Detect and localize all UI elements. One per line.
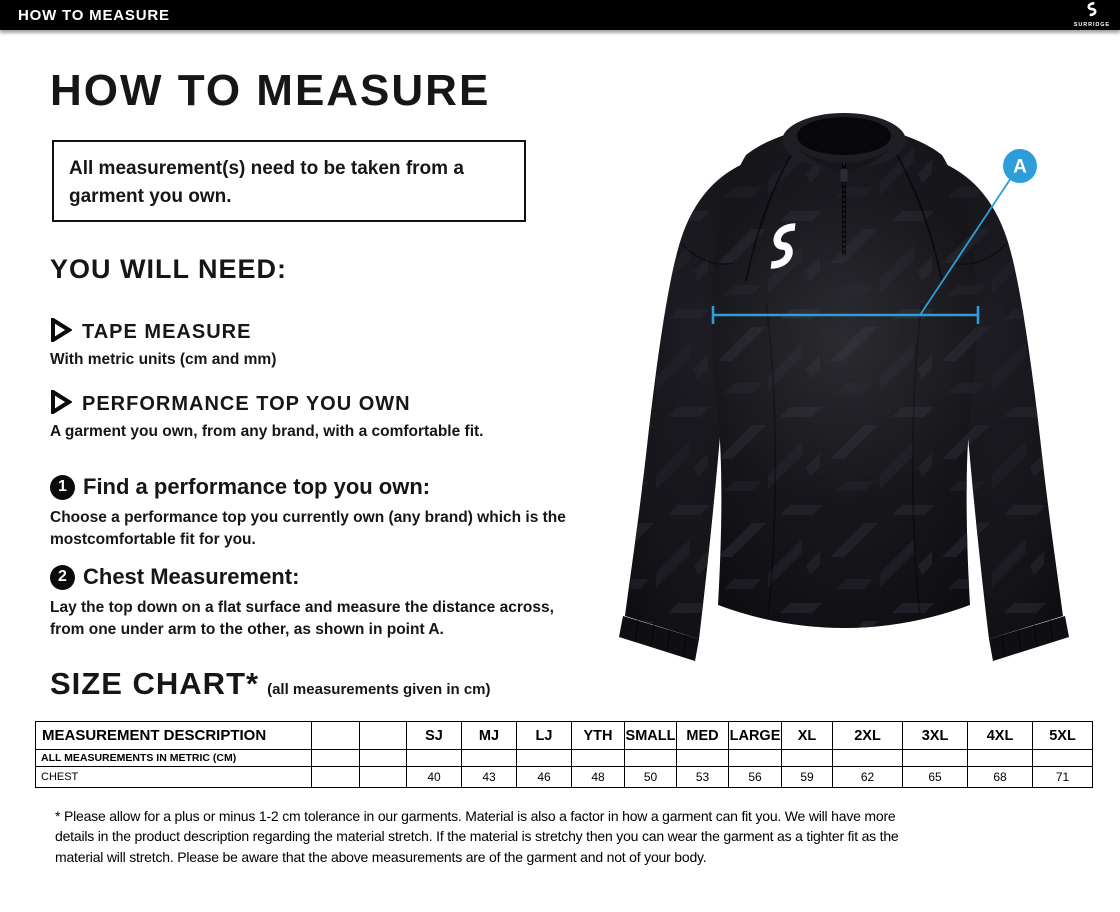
footnote: * Please allow for a plus or minus 1-2 cm tolerance in our garments. Material is also a factor in how a garment can fit you. We will have more details in the product description regarding the material stretch. If the material is stretchy then you can wear the garment as a tighter fit as the material will stretch. Please be aware that the above measurements are of the garment and not of your body. <box>55 808 899 865</box>
you-will-need-heading: YOU WILL NEED: <box>50 254 288 284</box>
size-chart-subheading: (all measurements given in cm) <box>267 681 491 698</box>
step-body: Choose a performance top you currently own (any brand) which is the mostcomfortable fit for you. <box>50 509 566 548</box>
table-cell <box>729 750 782 767</box>
chest-row <box>36 767 1093 788</box>
need-item-performance-top <box>50 390 483 441</box>
table-cell <box>312 750 360 767</box>
size-col-header: LARGE <box>729 722 782 750</box>
chest-value-cell: 56 <box>729 767 782 788</box>
size-chart-title: SIZE CHART* <box>50 666 260 701</box>
page-title: HOW TO MEASURE <box>50 66 491 115</box>
triangle-bullet-icon <box>50 318 72 347</box>
size-col-header: 3XL <box>903 722 968 750</box>
metric-row-label: ALL MEASUREMENTS IN METRIC (CM) <box>36 750 312 767</box>
size-col-header: 4XL <box>968 722 1033 750</box>
size-col-header: SJ <box>407 722 462 750</box>
table-cell <box>968 750 1033 767</box>
metric-units-row <box>36 750 1093 767</box>
table-cell <box>833 750 903 767</box>
size-col-header: 2XL <box>833 722 903 750</box>
empty-header-cell <box>360 722 407 750</box>
empty-header-cell <box>312 722 360 750</box>
table-cell <box>312 767 360 788</box>
chest-value-cell: 59 <box>782 767 833 788</box>
table-cell <box>677 750 729 767</box>
surridge-s-icon <box>1084 1 1100 22</box>
size-col-header: MJ <box>462 722 517 750</box>
need-item-desc: A garment you own, from any brand, with a comfortable fit. <box>50 423 484 440</box>
point-a-marker <box>1003 149 1037 183</box>
chest-value-cell: 53 <box>677 767 729 788</box>
triangle-bullet-icon <box>50 390 72 419</box>
size-col-header: YTH <box>572 722 625 750</box>
chest-row-label: CHEST <box>36 767 312 788</box>
table-cell <box>462 750 517 767</box>
table-cell <box>782 750 833 767</box>
size-col-header: LJ <box>517 722 572 750</box>
table-cell <box>407 750 462 767</box>
measurement-description-header: MEASUREMENT DESCRIPTION <box>36 722 312 750</box>
need-item-label: PERFORMANCE TOP YOU OWN <box>82 393 411 415</box>
step-chest-measurement <box>50 564 610 640</box>
table-cell <box>517 750 572 767</box>
chest-value-cell: 43 <box>462 767 517 788</box>
size-col-header: XL <box>782 722 833 750</box>
size-col-header: SMALL <box>625 722 677 750</box>
top-bar-title: HOW TO MEASURE <box>18 6 170 24</box>
chest-value-cell: 62 <box>833 767 903 788</box>
chest-value-cell: 50 <box>625 767 677 788</box>
step-body: Lay the top down on a flat surface and measure the distance across, from one under arm to the other, as shown in point A. <box>50 599 554 638</box>
brand-logo <box>1074 1 1120 29</box>
step-title: Find a performance top you own: <box>83 474 431 499</box>
size-col-header: 5XL <box>1033 722 1093 750</box>
chest-value-cell: 68 <box>968 767 1033 788</box>
garment-illustration <box>598 103 1090 665</box>
point-a-label: A <box>1013 156 1027 178</box>
need-item-desc: With metric units (cm and mm) <box>50 351 277 368</box>
size-chart-header-row <box>36 722 1093 750</box>
step-number-badge: 1 <box>50 475 75 500</box>
chest-value-cell: 71 <box>1033 767 1093 788</box>
notice-box <box>52 140 526 222</box>
size-col-header: MED <box>677 722 729 750</box>
notice-text: All measurement(s) need to be taken from a garment you own. <box>69 158 464 207</box>
need-item-label: TAPE MEASURE <box>82 321 252 343</box>
size-chart-heading <box>50 666 491 702</box>
chest-value-cell: 46 <box>517 767 572 788</box>
table-cell <box>625 750 677 767</box>
chest-value-cell: 40 <box>407 767 462 788</box>
brand-wordmark: SURRIDGE <box>1073 22 1110 29</box>
step-find-top <box>50 474 610 550</box>
table-cell <box>572 750 625 767</box>
step-title: Chest Measurement: <box>83 564 300 589</box>
table-cell <box>903 750 968 767</box>
chest-value-cell: 48 <box>572 767 625 788</box>
chest-value-cell: 65 <box>903 767 968 788</box>
garment-svg <box>598 103 1090 665</box>
table-cell <box>360 767 407 788</box>
table-cell <box>1033 750 1093 767</box>
step-number-badge: 2 <box>50 565 75 590</box>
size-chart-table <box>35 721 1092 788</box>
table-cell <box>360 750 407 767</box>
top-bar <box>0 0 1120 30</box>
need-item-tape-measure <box>50 318 276 369</box>
